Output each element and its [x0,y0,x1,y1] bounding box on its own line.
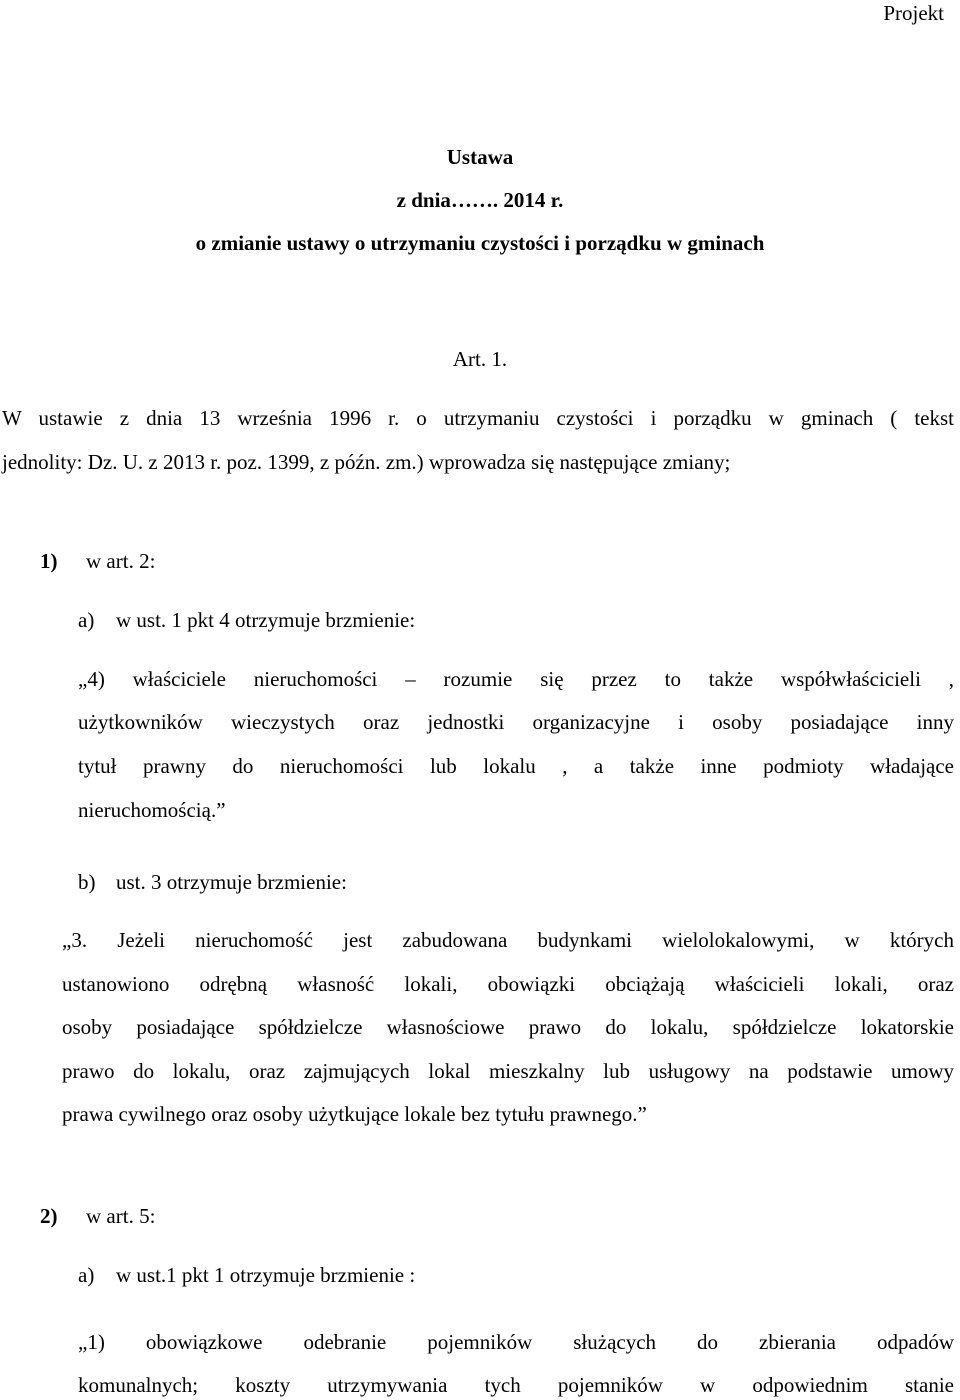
point-2-a-quote-line-2: komunalnych; koszty utrzymywania tych pojemników w odpowiednim stanie [78,1373,954,1397]
projekt-label: Projekt [883,1,944,25]
point-2-a-label: w ust.1 pkt 1 otrzymuje brzmienie : [116,1263,416,1287]
article-intro-line-1: W ustawie z dnia 13 września 1996 r. o utrzymaniu czystości i porządku w gminach ( tekst [2,406,954,430]
point-2-a [78,1262,415,1288]
point-1-b-quote-line-5: prawa cywilnego oraz osoby użytkujące lokale bez tytułu prawnego.” [62,1102,647,1126]
point-1-a-quote-line-3: tytuł prawny do nieruchomości lub lokalu , a także inne podmioty władające [78,754,954,778]
point-2-a-letter: a) [78,1263,95,1287]
point-1-b [78,869,347,895]
point-1-b-quote-line-4: prawo do lokalu, oraz zajmujących lokal mieszkalny lub usługowy na podstawie umowy [62,1059,954,1083]
act-title: Ustawa [446,145,514,169]
point-1-a-quote-line-1: „4) właściciele nieruchomości – rozumie się przez to także współwłaścicieli , [78,667,954,691]
article-intro-line-2: jednolity: Dz. U. z 2013 r. poz. 1399, z późn. zm.) wprowadza się następujące zmiany; [2,450,731,474]
point-1-a-letter: a) [78,608,95,632]
act-date: z dnia……. 2014 r. [396,188,564,212]
point-1-b-quote-line-2: ustanowiono odrębną własność lokali, obowiązki obciążają właścicieli lokali, oraz [62,972,954,996]
point-1-b-letter: b) [78,870,96,894]
point-1-b-quote-line-3: osoby posiadające spółdzielcze własnościowe prawo do lokalu, spółdzielcze lokatorskie [62,1015,954,1039]
point-2 [40,1203,155,1229]
point-1-a-quote-line-4: nieruchomością.” [78,798,226,822]
point-2-label: w art. 5: [86,1204,156,1228]
point-1-a-label: w ust. 1 pkt 4 otrzymuje brzmienie: [116,608,416,632]
point-1-label: w art. 2: [86,549,156,573]
point-1 [40,548,155,574]
point-1-a-quote-line-2: użytkowników wieczystych oraz jednostki organizacyjne i osoby posiadające inny [78,710,954,734]
act-subject: o zmianie ustawy o utrzymaniu czystości i porządku w gminach [195,231,765,255]
point-1-b-label: ust. 3 otrzymuje brzmienie: [116,870,347,894]
point-1-a [78,607,415,633]
point-2-a-quote-line-1: „1) obowiązkowe odebranie pojemników służących do zbierania odpadów [78,1330,954,1354]
point-1-number: 1) [40,549,58,573]
article-heading: Art. 1. [452,347,508,371]
point-2-number: 2) [40,1204,58,1228]
point-1-b-quote-line-1: „3. Jeżeli nieruchomość jest zabudowana budynkami wielolokalowymi, w których [62,928,954,952]
